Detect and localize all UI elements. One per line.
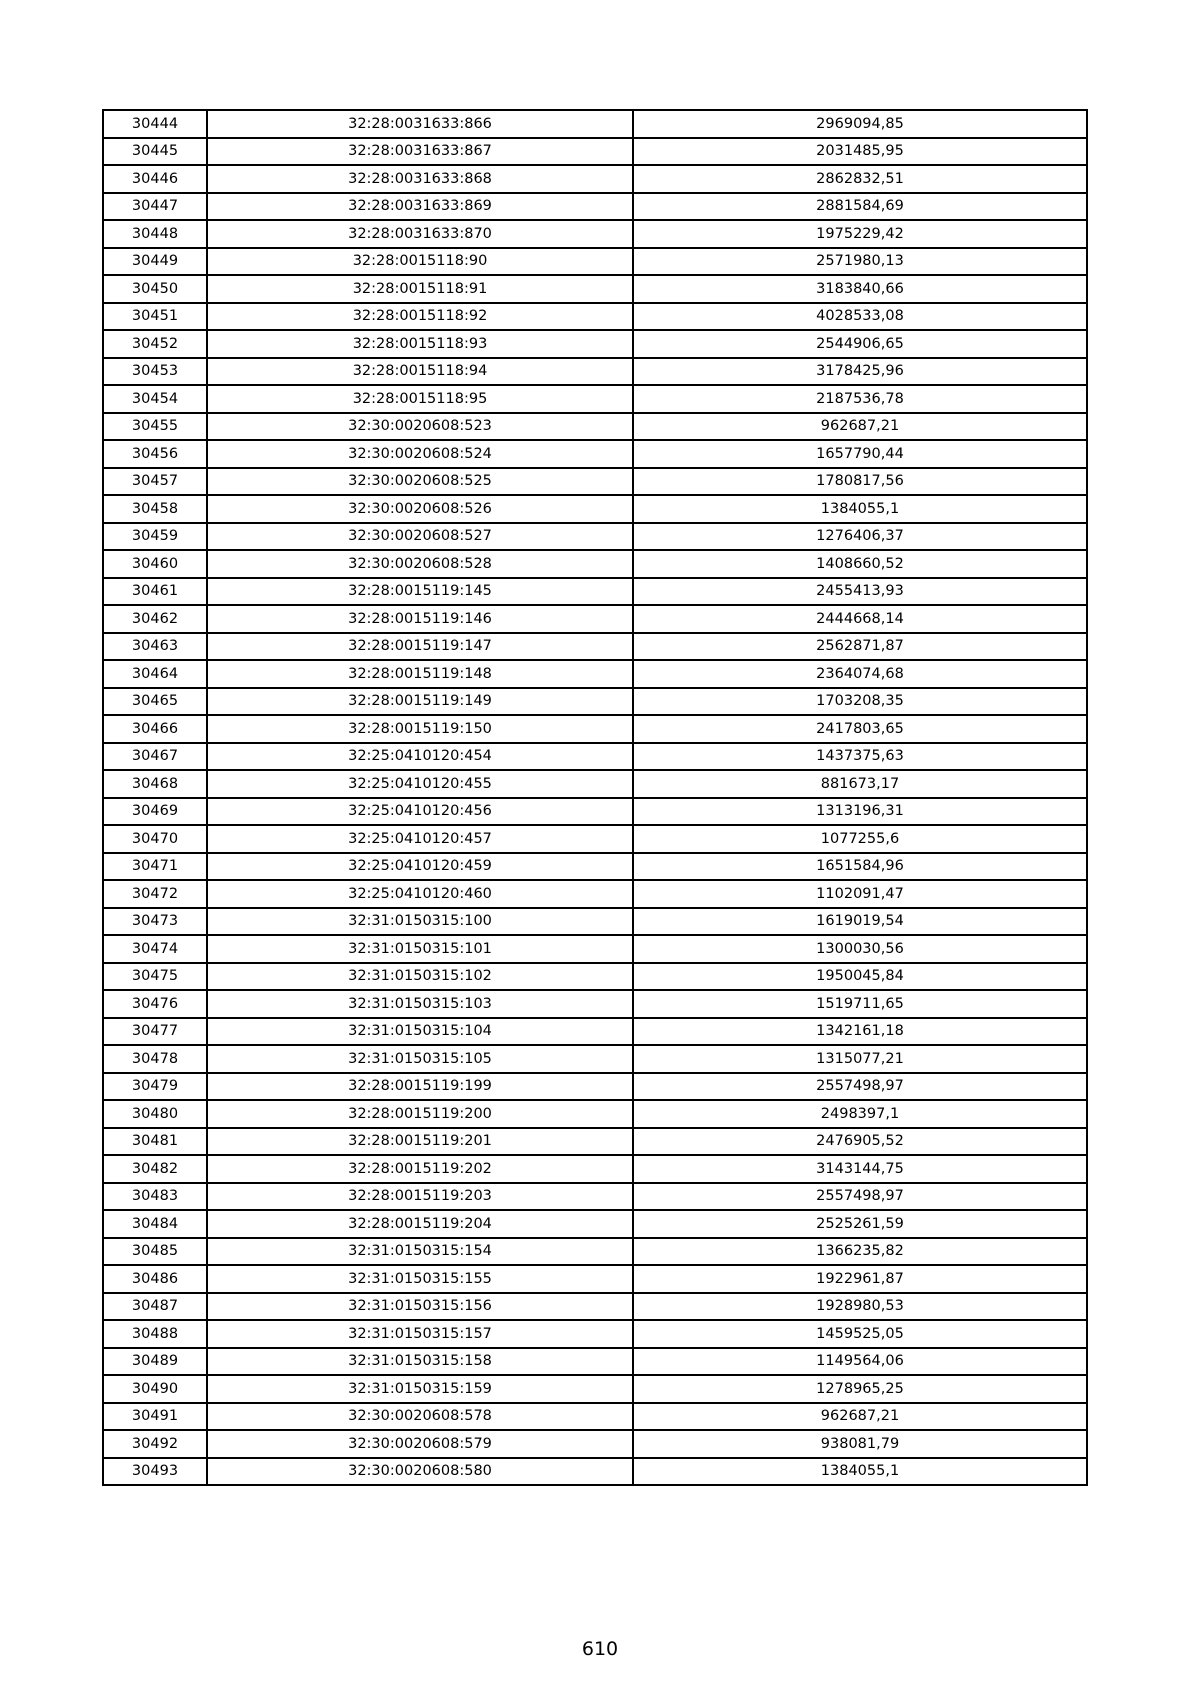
cadastral-number-cell: 32:28:0031633:870 bbox=[207, 220, 633, 248]
cadastral-number-cell: 32:31:0150315:101 bbox=[207, 935, 633, 963]
table-row bbox=[103, 908, 1087, 936]
table-row bbox=[103, 578, 1087, 606]
table-row bbox=[103, 1238, 1087, 1266]
cadastral-value-cell: 2557498,97 bbox=[633, 1073, 1087, 1101]
cadastral-value-cell: 938081,79 bbox=[633, 1430, 1087, 1458]
table-row bbox=[103, 1458, 1087, 1486]
cadastral-number-cell: 32:28:0031633:866 bbox=[207, 110, 633, 138]
table-row bbox=[103, 413, 1087, 441]
cadastral-number-cell: 32:28:0015118:92 bbox=[207, 303, 633, 331]
cadastral-number-cell: 32:31:0150315:103 bbox=[207, 990, 633, 1018]
cadastral-number-cell: 32:25:0410120:455 bbox=[207, 770, 633, 798]
cadastral-value-cell: 1342161,18 bbox=[633, 1018, 1087, 1046]
table-body bbox=[103, 110, 1087, 1485]
row-number-cell: 30485 bbox=[103, 1238, 207, 1266]
cadastral-number-cell: 32:28:0015119:200 bbox=[207, 1100, 633, 1128]
table-row bbox=[103, 550, 1087, 578]
cadastral-value-cell: 1077255,6 bbox=[633, 825, 1087, 853]
cadastral-value-cell: 1651584,96 bbox=[633, 853, 1087, 881]
row-number-cell: 30486 bbox=[103, 1265, 207, 1293]
cadastral-value-cell: 1459525,05 bbox=[633, 1320, 1087, 1348]
cadastral-value-cell: 3183840,66 bbox=[633, 275, 1087, 303]
row-number-cell: 30467 bbox=[103, 743, 207, 771]
table-row bbox=[103, 743, 1087, 771]
row-number-cell: 30476 bbox=[103, 990, 207, 1018]
cadastral-value-cell: 962687,21 bbox=[633, 413, 1087, 441]
table-row bbox=[103, 770, 1087, 798]
cadastral-value-cell: 2364074,68 bbox=[633, 660, 1087, 688]
cadastral-number-cell: 32:31:0150315:104 bbox=[207, 1018, 633, 1046]
row-number-cell: 30462 bbox=[103, 605, 207, 633]
table-row bbox=[103, 1100, 1087, 1128]
page-number: 610 bbox=[581, 1638, 619, 1660]
row-number-cell: 30456 bbox=[103, 440, 207, 468]
cadastral-number-cell: 32:31:0150315:158 bbox=[207, 1348, 633, 1376]
row-number-cell: 30487 bbox=[103, 1293, 207, 1321]
cadastral-number-cell: 32:28:0015119:147 bbox=[207, 633, 633, 661]
cadastral-number-cell: 32:25:0410120:459 bbox=[207, 853, 633, 881]
row-number-cell: 30463 bbox=[103, 633, 207, 661]
cadastral-value-cell: 1928980,53 bbox=[633, 1293, 1087, 1321]
row-number-cell: 30480 bbox=[103, 1100, 207, 1128]
cadastral-value-cell: 3178425,96 bbox=[633, 358, 1087, 386]
table-row bbox=[103, 275, 1087, 303]
cadastral-value-cell: 2498397,1 bbox=[633, 1100, 1087, 1128]
row-number-cell: 30490 bbox=[103, 1375, 207, 1403]
cadastral-number-cell: 32:30:0020608:524 bbox=[207, 440, 633, 468]
cadastral-number-cell: 32:30:0020608:526 bbox=[207, 495, 633, 523]
cadastral-value-cell: 1780817,56 bbox=[633, 468, 1087, 496]
cadastral-value-cell: 2455413,93 bbox=[633, 578, 1087, 606]
table-row bbox=[103, 1128, 1087, 1156]
row-number-cell: 30450 bbox=[103, 275, 207, 303]
row-number-cell: 30469 bbox=[103, 798, 207, 826]
cadastral-value-cell: 2862832,51 bbox=[633, 165, 1087, 193]
table-row bbox=[103, 1320, 1087, 1348]
cadastral-number-cell: 32:25:0410120:460 bbox=[207, 880, 633, 908]
cadastral-value-cell: 2881584,69 bbox=[633, 193, 1087, 221]
cadastral-number-cell: 32:28:0015118:91 bbox=[207, 275, 633, 303]
cadastral-value-cell: 1278965,25 bbox=[633, 1375, 1087, 1403]
row-number-cell: 30460 bbox=[103, 550, 207, 578]
cadastral-value-cell: 1300030,56 bbox=[633, 935, 1087, 963]
row-number-cell: 30455 bbox=[103, 413, 207, 441]
table-row bbox=[103, 1183, 1087, 1211]
table-row bbox=[103, 193, 1087, 221]
cadastral-value-cell: 1437375,63 bbox=[633, 743, 1087, 771]
row-number-cell: 30454 bbox=[103, 385, 207, 413]
table-row bbox=[103, 110, 1087, 138]
cadastral-number-cell: 32:28:0015119:203 bbox=[207, 1183, 633, 1211]
table-row bbox=[103, 468, 1087, 496]
cadastral-value-cell: 2187536,78 bbox=[633, 385, 1087, 413]
row-number-cell: 30482 bbox=[103, 1155, 207, 1183]
cadastral-number-cell: 32:25:0410120:454 bbox=[207, 743, 633, 771]
row-number-cell: 30483 bbox=[103, 1183, 207, 1211]
row-number-cell: 30453 bbox=[103, 358, 207, 386]
cadastral-value-cell: 3143144,75 bbox=[633, 1155, 1087, 1183]
cadastral-number-cell: 32:30:0020608:579 bbox=[207, 1430, 633, 1458]
table-row bbox=[103, 330, 1087, 358]
table-row bbox=[103, 825, 1087, 853]
table-row bbox=[103, 1375, 1087, 1403]
cadastral-number-cell: 32:28:0015118:90 bbox=[207, 248, 633, 276]
table-row bbox=[103, 1045, 1087, 1073]
cadastral-value-cell: 1315077,21 bbox=[633, 1045, 1087, 1073]
cadastral-value-cell: 2571980,13 bbox=[633, 248, 1087, 276]
row-number-cell: 30473 bbox=[103, 908, 207, 936]
cadastral-value-cell: 2444668,14 bbox=[633, 605, 1087, 633]
table-row bbox=[103, 798, 1087, 826]
row-number-cell: 30479 bbox=[103, 1073, 207, 1101]
row-number-cell: 30452 bbox=[103, 330, 207, 358]
cadastral-value-cell: 4028533,08 bbox=[633, 303, 1087, 331]
table-row bbox=[103, 1348, 1087, 1376]
table-row bbox=[103, 880, 1087, 908]
cadastral-value-cell: 1276406,37 bbox=[633, 523, 1087, 551]
table-row bbox=[103, 1293, 1087, 1321]
cadastral-number-cell: 32:28:0015119:201 bbox=[207, 1128, 633, 1156]
row-number-cell: 30457 bbox=[103, 468, 207, 496]
cadastral-value-cell: 1519711,65 bbox=[633, 990, 1087, 1018]
cadastral-value-cell: 2562871,87 bbox=[633, 633, 1087, 661]
table-row bbox=[103, 605, 1087, 633]
cadastral-number-cell: 32:31:0150315:157 bbox=[207, 1320, 633, 1348]
cadastral-number-cell: 32:28:0031633:867 bbox=[207, 138, 633, 166]
table-row bbox=[103, 385, 1087, 413]
cadastral-number-cell: 32:30:0020608:580 bbox=[207, 1458, 633, 1486]
cadastral-number-cell: 32:28:0015119:204 bbox=[207, 1210, 633, 1238]
table-row bbox=[103, 935, 1087, 963]
row-number-cell: 30446 bbox=[103, 165, 207, 193]
row-number-cell: 30464 bbox=[103, 660, 207, 688]
cadastral-number-cell: 32:31:0150315:155 bbox=[207, 1265, 633, 1293]
cadastral-number-cell: 32:25:0410120:456 bbox=[207, 798, 633, 826]
row-number-cell: 30448 bbox=[103, 220, 207, 248]
table-row bbox=[103, 138, 1087, 166]
cadastral-number-cell: 32:31:0150315:100 bbox=[207, 908, 633, 936]
row-number-cell: 30470 bbox=[103, 825, 207, 853]
cadastral-number-cell: 32:28:0015119:199 bbox=[207, 1073, 633, 1101]
cadastral-number-cell: 32:31:0150315:159 bbox=[207, 1375, 633, 1403]
table-row bbox=[103, 1073, 1087, 1101]
table-row bbox=[103, 165, 1087, 193]
cadastral-number-cell: 32:28:0015118:93 bbox=[207, 330, 633, 358]
row-number-cell: 30478 bbox=[103, 1045, 207, 1073]
cadastral-number-cell: 32:30:0020608:523 bbox=[207, 413, 633, 441]
row-number-cell: 30491 bbox=[103, 1403, 207, 1431]
cadastral-number-cell: 32:28:0015119:146 bbox=[207, 605, 633, 633]
table-row bbox=[103, 688, 1087, 716]
cadastral-number-cell: 32:28:0015119:150 bbox=[207, 715, 633, 743]
row-number-cell: 30472 bbox=[103, 880, 207, 908]
table-row bbox=[103, 1210, 1087, 1238]
table-row bbox=[103, 1018, 1087, 1046]
row-number-cell: 30489 bbox=[103, 1348, 207, 1376]
cadastral-value-cell: 2969094,85 bbox=[633, 110, 1087, 138]
cadastral-number-cell: 32:28:0031633:868 bbox=[207, 165, 633, 193]
cadastral-value-cell: 1313196,31 bbox=[633, 798, 1087, 826]
row-number-cell: 30484 bbox=[103, 1210, 207, 1238]
row-number-cell: 30458 bbox=[103, 495, 207, 523]
cadastral-value-cell: 2557498,97 bbox=[633, 1183, 1087, 1211]
cadastral-value-cell: 1950045,84 bbox=[633, 963, 1087, 991]
cadastral-value-cell: 2476905,52 bbox=[633, 1128, 1087, 1156]
row-number-cell: 30465 bbox=[103, 688, 207, 716]
row-number-cell: 30492 bbox=[103, 1430, 207, 1458]
cadastral-number-cell: 32:28:0015118:94 bbox=[207, 358, 633, 386]
cadastral-value-cell: 1366235,82 bbox=[633, 1238, 1087, 1266]
cadastral-number-cell: 32:30:0020608:578 bbox=[207, 1403, 633, 1431]
cadastral-value-cell: 2525261,59 bbox=[633, 1210, 1087, 1238]
cadastral-number-cell: 32:31:0150315:105 bbox=[207, 1045, 633, 1073]
cadastral-number-cell: 32:30:0020608:527 bbox=[207, 523, 633, 551]
table-row bbox=[103, 440, 1087, 468]
table-row bbox=[103, 248, 1087, 276]
row-number-cell: 30444 bbox=[103, 110, 207, 138]
cadastral-number-cell: 32:28:0015119:145 bbox=[207, 578, 633, 606]
cadastral-value-cell: 1408660,52 bbox=[633, 550, 1087, 578]
row-number-cell: 30451 bbox=[103, 303, 207, 331]
row-number-cell: 30461 bbox=[103, 578, 207, 606]
table-row bbox=[103, 715, 1087, 743]
cadastral-value-cell: 1975229,42 bbox=[633, 220, 1087, 248]
table-row bbox=[103, 660, 1087, 688]
cadastral-number-cell: 32:25:0410120:457 bbox=[207, 825, 633, 853]
cadastral-value-cell: 1102091,47 bbox=[633, 880, 1087, 908]
table-row bbox=[103, 1265, 1087, 1293]
table-row bbox=[103, 1430, 1087, 1458]
cadastral-value-cell: 1619019,54 bbox=[633, 908, 1087, 936]
cadastral-number-cell: 32:28:0031633:869 bbox=[207, 193, 633, 221]
cadastral-number-cell: 32:28:0015119:149 bbox=[207, 688, 633, 716]
cadastral-number-cell: 32:28:0015118:95 bbox=[207, 385, 633, 413]
cadastral-value-cell: 1922961,87 bbox=[633, 1265, 1087, 1293]
row-number-cell: 30474 bbox=[103, 935, 207, 963]
row-number-cell: 30475 bbox=[103, 963, 207, 991]
cadastral-value-cell: 1657790,44 bbox=[633, 440, 1087, 468]
row-number-cell: 30468 bbox=[103, 770, 207, 798]
table-row bbox=[103, 358, 1087, 386]
table-row bbox=[103, 1155, 1087, 1183]
cadastral-number-cell: 32:31:0150315:156 bbox=[207, 1293, 633, 1321]
cadastral-value-cell: 2417803,65 bbox=[633, 715, 1087, 743]
table-row bbox=[103, 853, 1087, 881]
cadastral-value-cell: 1384055,1 bbox=[633, 495, 1087, 523]
row-number-cell: 30477 bbox=[103, 1018, 207, 1046]
row-number-cell: 30459 bbox=[103, 523, 207, 551]
cadastral-number-cell: 32:30:0020608:528 bbox=[207, 550, 633, 578]
row-number-cell: 30471 bbox=[103, 853, 207, 881]
cadastral-value-cell: 881673,17 bbox=[633, 770, 1087, 798]
row-number-cell: 30466 bbox=[103, 715, 207, 743]
cadastral-number-cell: 32:28:0015119:202 bbox=[207, 1155, 633, 1183]
table-row bbox=[103, 990, 1087, 1018]
row-number-cell: 30449 bbox=[103, 248, 207, 276]
cadastral-number-cell: 32:31:0150315:102 bbox=[207, 963, 633, 991]
cadastral-value-cell: 1149564,06 bbox=[633, 1348, 1087, 1376]
table-row bbox=[103, 303, 1087, 331]
cadastral-value-cell: 1384055,1 bbox=[633, 1458, 1087, 1486]
cadastral-number-cell: 32:31:0150315:154 bbox=[207, 1238, 633, 1266]
cadastral-value-cell: 962687,21 bbox=[633, 1403, 1087, 1431]
row-number-cell: 30493 bbox=[103, 1458, 207, 1486]
cadastral-value-table bbox=[102, 109, 1088, 1486]
row-number-cell: 30481 bbox=[103, 1128, 207, 1156]
cadastral-value-cell: 2544906,65 bbox=[633, 330, 1087, 358]
cadastral-value-cell: 1703208,35 bbox=[633, 688, 1087, 716]
table-row bbox=[103, 220, 1087, 248]
table-row bbox=[103, 963, 1087, 991]
row-number-cell: 30447 bbox=[103, 193, 207, 221]
cadastral-value-cell: 2031485,95 bbox=[633, 138, 1087, 166]
table-row bbox=[103, 633, 1087, 661]
table-row bbox=[103, 523, 1087, 551]
row-number-cell: 30445 bbox=[103, 138, 207, 166]
cadastral-number-cell: 32:30:0020608:525 bbox=[207, 468, 633, 496]
row-number-cell: 30488 bbox=[103, 1320, 207, 1348]
cadastral-number-cell: 32:28:0015119:148 bbox=[207, 660, 633, 688]
table-row bbox=[103, 1403, 1087, 1431]
table-row bbox=[103, 495, 1087, 523]
